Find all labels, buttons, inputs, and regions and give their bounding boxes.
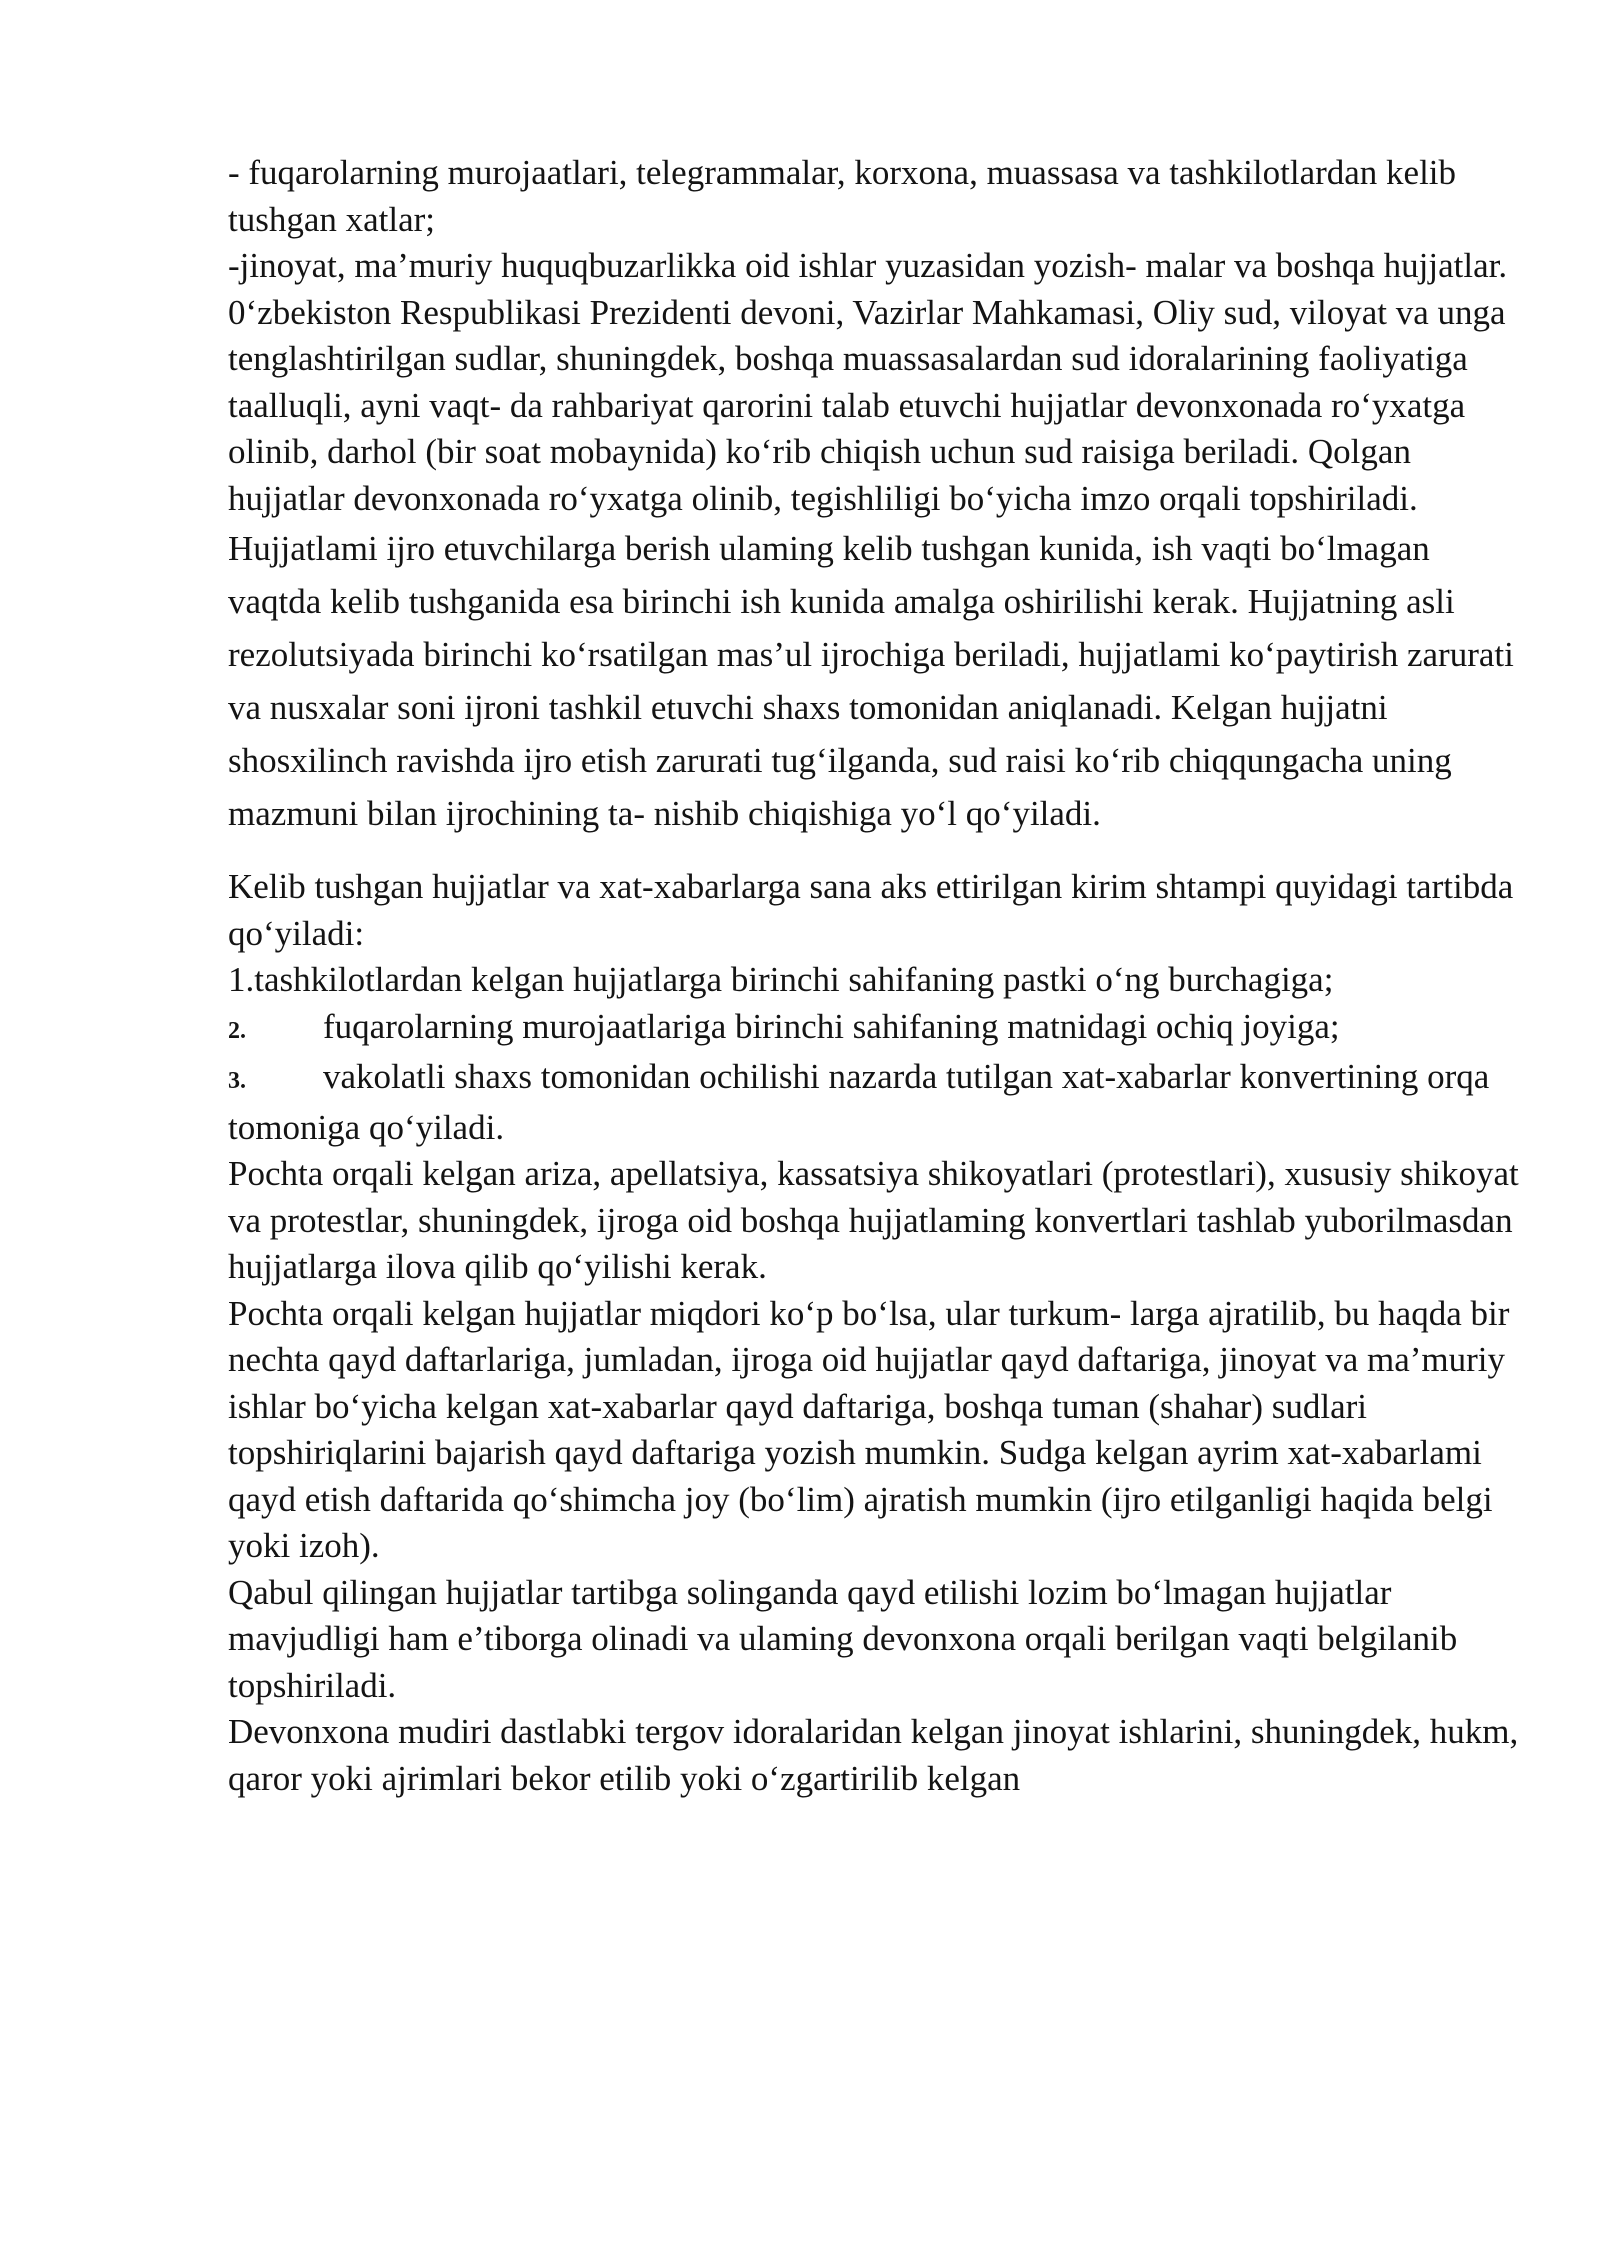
item-text: fuqarolarning murojaatlariga birinchi sahifaning matnidagi ochiq joyiga;	[323, 1006, 1340, 1046]
item-text: vakolatli shaxs tomonidan ochilishi nazarda tutilgan xat-xabarlar konvertining orqa tomoniga qo‘yiladi.	[228, 1057, 1490, 1147]
paragraph-presidential-office: 0‘zbekiston Respublikasi Prezidenti devoni, Vazirlar Mahkamasi, Oliy sud, viloyat va unga tenglashtirilgan sudlar, shuningdek, boshqa muassasalardan sud idoralarining faoliyatiga taalluqli, ayni vaqt- da rahbariyat qarorini talab etuvchi hujjatlar devonxonada ro‘yxatga olinib, darhol (bir soat mobaynida) ko‘rib chiqish uchun sud raisiga beriladi. Qolgan hujjatlar devonxonada ro‘yxatga olinib, tegishliligi bo‘yicha imzo orqali topshiriladi.	[228, 292, 1506, 518]
item-number: 3.	[228, 1068, 246, 1094]
numbered-item	[228, 1004, 1528, 1055]
paragraph-office-head: Devonxona mudiri dastlabki tergov idoralaridan kelgan jinoyat ishlarini, shuningdek, hukm, qaror yoki ajrimlari bekor etilib yoki o‘zgartirilib kelgan	[228, 1712, 1519, 1798]
paragraph-document-delivery: Hujjatlami ijro etuvchilarga berish ulaming kelib tushgan kunida, ish vaqti bo‘lmagan vaqtda kelib tushganida esa birinchi ish kunida amalga oshirilishi kerak. Hujjatning asli rezolutsiyada birinchi ko‘rsatilgan mas’ul ijrochiga beriladi, hujjatlami ko‘paytirish zarurati va nusxalar soni ijroni tashkil etuvchi shaxs tomonidan aniqlanadi. Kelgan hujjatni shosxilinch ravishda ijro etish zarurati tug‘ilganda, sud raisi ko‘rib chiqqungacha uning mazmuni bilan ijrochining ta- nishib chiqishiga yo‘l qo‘yiladi.	[228, 529, 1514, 833]
paragraph-stamp-rule-1: 1.tashkilotlardan kelgan hujjatlarga birinchi sahifaning pastki o‘ng burchagiga;	[228, 960, 1334, 999]
paragraph-stamp-intro: Kelib tushgan hujjatlar va xat-xabarlarga sana aks ettirilgan kirim shtampi quyidagi tartibda qo‘yiladi:	[228, 867, 1514, 953]
document-page	[228, 150, 1528, 1802]
paragraph-criminal-matters: -jinoyat, ma’muriy huquqbuzarlikka oid ishlar yuzasidan yozish- malar va boshqa hujjatlar.	[228, 246, 1508, 285]
paragraph-postal-volume: Pochta orqali kelgan hujjatlar miqdori ko‘p bo‘lsa, ular turkum- larga ajratilib, bu haqda bir nechta qayd daftarlariga, jumladan, ijroga oid hujjatlar qayd daftariga, jinoyat va ma’muriy ishlar bo‘yicha kelgan xat-xabarlar qayd daftariga, boshqa tuman (shahar) sudlari topshiriqlarini bajarish qayd daftariga yozish mumkin. Sudga kelgan ayrim xat-xabarlami qayd etish daftarida qo‘shimcha joy (bo‘lim) ajratish mumkin (ijro etilganligi haqida belgi yoki izoh).	[228, 1293, 1510, 1565]
item-number: 2.	[228, 1017, 246, 1044]
paragraph-postal-envelopes: Pochta orqali kelgan ariza, apellatsiya, kassatsiya shikoyatlari (protestlari), xususiy shikoyat va protestlar, shuningdek, ijroga oid boshqa hujjatlaming konvertlari tashlab yuborilmasdan hujjatlarga ilova qilib qo‘yilishi kerak.	[228, 1154, 1519, 1286]
paragraph-citizen-appeals: - fuqarolarning murojaatlari, telegrammalar, korxona, muassasa va tashkilotlardan kelib tushgan xatlar;	[228, 153, 1457, 239]
paragraph-accepted-documents: Qabul qilingan hujjatlar tartibga solinganda qayd etilishi lozim bo‘lmagan hujjatlar mavjudligi ham e’tiborga olinadi va ulaming devonxona orqali berilgan vaqti belgilanib topshiriladi.	[228, 1572, 1458, 1705]
numbered-item	[228, 1054, 1528, 1151]
